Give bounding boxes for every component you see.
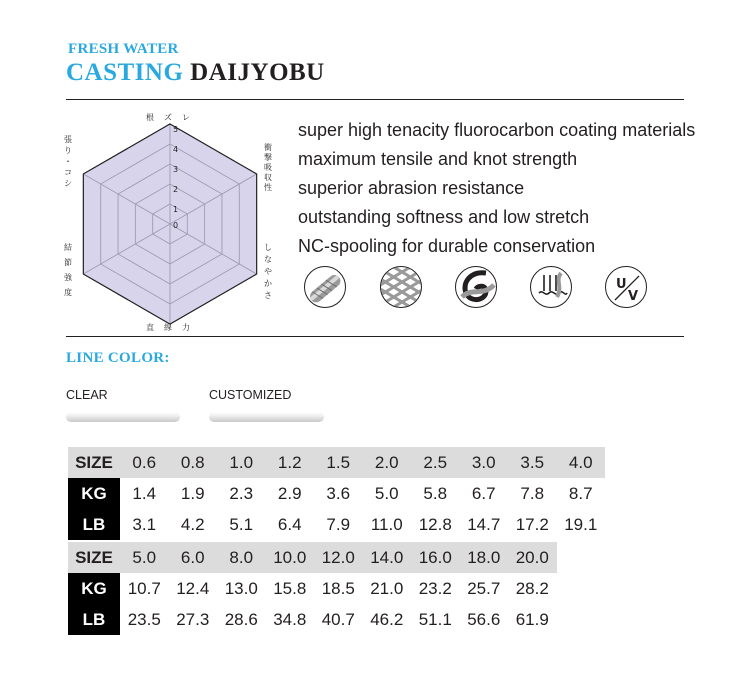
- line-spool-icon: [304, 266, 346, 308]
- size-cell: 20.0: [508, 542, 557, 573]
- line-color-title: LINE COLOR:: [66, 350, 170, 366]
- size-cell: 3.5: [508, 447, 557, 478]
- kg-cell: 1.4: [132, 483, 157, 503]
- lb-cell: 6.4: [277, 514, 302, 534]
- header-divider: [66, 99, 684, 100]
- swatch-clear: [66, 412, 180, 422]
- kg-cell: 1.9: [180, 483, 205, 503]
- kg-cell: 21.0: [370, 578, 404, 598]
- product-title: [66, 59, 325, 87]
- kg-header: KG: [68, 573, 120, 604]
- uv-protection-icon: [605, 266, 647, 308]
- kg-cell: 7.8: [520, 483, 545, 503]
- uv-letter-u: U: [616, 277, 627, 292]
- kg-cell: 12.4: [176, 578, 210, 598]
- size-cell: 4.0: [557, 447, 606, 478]
- swatch-label-clear: CLEAR: [66, 388, 108, 402]
- size-cell: 16.0: [411, 542, 460, 573]
- spec-table-1: [68, 447, 605, 540]
- size-cell: 14.0: [363, 542, 412, 573]
- size-header: SIZE: [68, 542, 120, 573]
- size-header: SIZE: [68, 447, 120, 478]
- feature-item: NC-spooling for durable conservation: [298, 236, 596, 256]
- size-cell: 5.0: [120, 542, 169, 573]
- lb-cell: 19.1: [564, 514, 598, 534]
- lb-header: LB: [68, 604, 120, 635]
- radar-scale-label: 2: [173, 185, 179, 194]
- mesh-weave-icon: [380, 266, 422, 308]
- kg-cell: 2.3: [229, 483, 254, 503]
- radar-fill: [83, 124, 256, 324]
- size-cell: 0.8: [169, 447, 218, 478]
- size-cell: 18.0: [460, 542, 509, 573]
- knot-loop-icon: [455, 266, 497, 308]
- kg-cell: 18.5: [321, 578, 355, 598]
- lb-cell: 56.6: [467, 609, 501, 629]
- lb-row: [68, 604, 557, 635]
- radar-axis-label: 張り・コシ: [64, 135, 72, 188]
- kg-cell: 2.9: [277, 483, 302, 503]
- radar-axis-label: 結節強度: [64, 243, 72, 297]
- radar-axis-label: 直 線 力: [146, 323, 190, 332]
- swatch-customized: [209, 412, 324, 422]
- kg-cell: 3.6: [326, 483, 351, 503]
- radar-scale-label: 5: [173, 125, 179, 134]
- lb-cell: 34.8: [273, 609, 307, 629]
- kg-cell: 25.7: [467, 578, 501, 598]
- kg-cell: 8.7: [568, 483, 593, 503]
- lb-cell: 27.3: [176, 609, 210, 629]
- radar-value-area: [83, 124, 256, 324]
- feature-item: super high tenacity fluorocarbon coating materials: [298, 120, 696, 140]
- size-cell: 2.5: [411, 447, 460, 478]
- size-row: [68, 542, 557, 573]
- lb-cell: 12.8: [418, 514, 452, 534]
- lb-cell: 46.2: [370, 609, 404, 629]
- feature-list: [298, 116, 695, 261]
- kg-cell: 28.2: [515, 578, 549, 598]
- size-cell: 10.0: [266, 542, 315, 573]
- feature-item: outstanding softness and low stretch: [298, 207, 590, 227]
- product-title-name: DAIJYOBU: [190, 59, 325, 86]
- radar-scale-label: 1: [173, 205, 179, 214]
- lb-cell: 4.2: [180, 514, 205, 534]
- kg-row: [68, 478, 605, 509]
- lb-row: [68, 509, 605, 540]
- lb-cell: 7.9: [326, 514, 351, 534]
- lb-cell: 17.2: [515, 514, 549, 534]
- lb-cell: 51.1: [418, 609, 452, 629]
- lb-header: LB: [68, 509, 120, 540]
- size-cell: 3.0: [460, 447, 509, 478]
- size-cell: 1.2: [266, 447, 315, 478]
- radar-scale-label: 4: [173, 145, 179, 154]
- swatch-label-customized: CUSTOMIZED: [209, 388, 292, 402]
- radar-scale-label: 0: [173, 221, 179, 230]
- spec-table-2: [68, 542, 557, 635]
- size-cell: 2.0: [363, 447, 412, 478]
- kg-cell: 5.0: [374, 483, 399, 503]
- kg-header: KG: [68, 478, 120, 509]
- size-row: [68, 447, 605, 478]
- lb-cell: 40.7: [321, 609, 355, 629]
- lb-cell: 5.1: [229, 514, 254, 534]
- lb-cell: 23.5: [127, 609, 161, 629]
- kg-cell: 13.0: [224, 578, 258, 598]
- performance-radar-chart: [60, 104, 280, 336]
- radar-axis-label: 根 ズ レ: [146, 113, 190, 122]
- size-cell: 6.0: [169, 542, 218, 573]
- lb-cell: 3.1: [132, 514, 157, 534]
- lb-cell: 28.6: [224, 609, 258, 629]
- section-divider: [66, 336, 684, 337]
- product-title-accent: CASTING: [66, 59, 184, 86]
- radar-axis-label: しなやかさ: [264, 243, 272, 300]
- kg-cell: 5.8: [423, 483, 448, 503]
- lb-cell: 11.0: [370, 514, 403, 534]
- lb-cell: 14.7: [467, 514, 501, 534]
- kg-cell: 10.7: [127, 578, 161, 598]
- kg-cell: 23.2: [418, 578, 452, 598]
- lb-cell: 61.9: [515, 609, 549, 629]
- kg-cell: 15.8: [273, 578, 307, 598]
- radar-scale-label: 3: [173, 165, 179, 174]
- radar-axis-label: 衝撃吸収性: [264, 143, 272, 192]
- feature-item: superior abrasion resistance: [298, 178, 525, 198]
- uv-letter-v: V: [628, 289, 639, 304]
- size-cell: 1.0: [217, 447, 266, 478]
- size-cell: 0.6: [120, 447, 169, 478]
- kg-cell: 6.7: [471, 483, 496, 503]
- product-category: FRESH WATER: [68, 41, 179, 57]
- kg-row: [68, 573, 557, 604]
- size-cell: 8.0: [217, 542, 266, 573]
- feature-item: maximum tensile and knot strength: [298, 149, 578, 169]
- size-cell: 1.5: [314, 447, 363, 478]
- abrasion-resist-icon: [530, 266, 572, 308]
- size-cell: 12.0: [314, 542, 363, 573]
